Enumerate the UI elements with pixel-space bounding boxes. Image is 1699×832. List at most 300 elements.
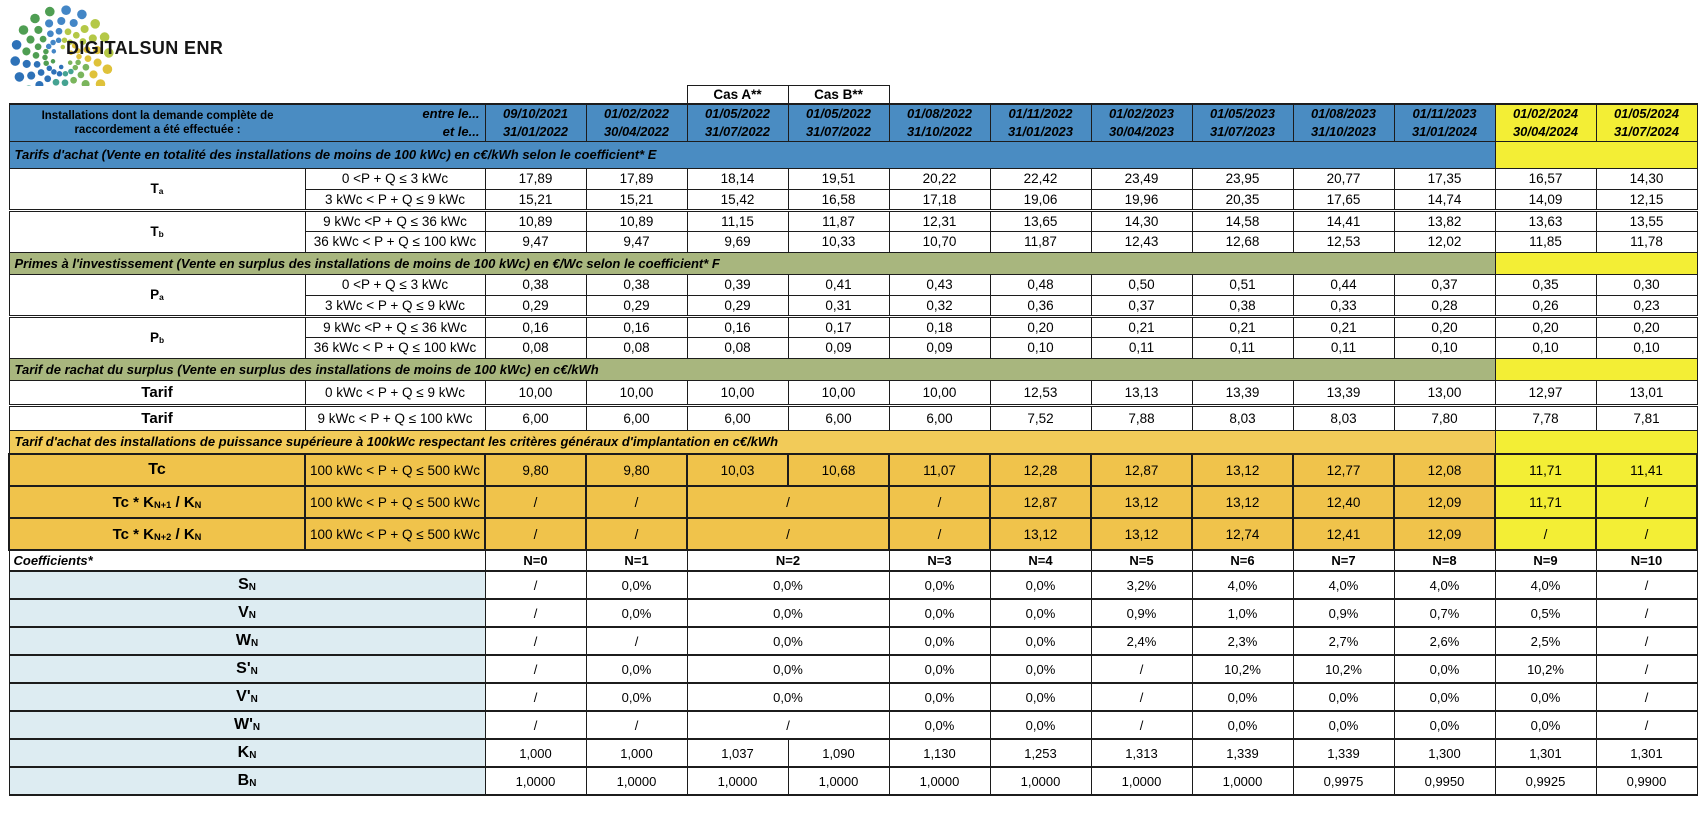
coef-value-cell: /	[1596, 627, 1697, 655]
coef-value-cell: 0,0%	[1394, 683, 1495, 711]
value-cell: 0,50	[1091, 274, 1192, 295]
row-label-tc	[9, 454, 305, 486]
coef-value-cell: 4,0%	[1394, 571, 1495, 599]
coef-value-cell: 2,3%	[1192, 627, 1293, 655]
coef-value-cell: 2,7%	[1293, 627, 1394, 655]
row-label-bn	[9, 767, 485, 795]
label-part: a	[159, 292, 164, 302]
coef-value-cell: /	[485, 683, 586, 711]
value-cell: 14,58	[1192, 210, 1293, 231]
range-cell: 0 <P + Q ≤ 3 kWc	[305, 274, 485, 295]
period-cell	[586, 104, 687, 142]
period-header-row	[9, 104, 1697, 142]
coef-value-cell: 1,000	[586, 739, 687, 767]
value-cell: 19,96	[1091, 189, 1192, 210]
value-cell: 12,09	[1394, 518, 1495, 550]
period-to: 31/07/2022	[704, 123, 771, 139]
value-cell: 17,89	[485, 168, 586, 189]
coef-value-cell: 0,0%	[889, 683, 990, 711]
row-bn	[9, 767, 1697, 795]
period-cell	[1192, 104, 1293, 142]
coef-value-cell: 0,0%	[687, 599, 889, 627]
value-cell: 9,80	[586, 454, 687, 486]
value-cell: 10,00	[485, 380, 586, 405]
coef-value-cell: /	[1596, 599, 1697, 627]
value-cell: 0,17	[788, 316, 889, 337]
value-cell: 18,14	[687, 168, 788, 189]
corner-label-line: Installations dont la demande complète de	[41, 109, 274, 122]
period-to: 31/07/2023	[1209, 123, 1276, 139]
value-cell: 0,23	[1596, 295, 1697, 316]
value-cell: /	[687, 518, 889, 550]
coef-value-cell: 0,0%	[990, 571, 1091, 599]
value-cell: 13,12	[1091, 486, 1192, 518]
value-cell: 11,15	[687, 210, 788, 231]
section-band-tail	[1495, 141, 1697, 168]
label-part: N	[194, 531, 202, 542]
label-part: N	[252, 722, 261, 734]
coef-n-header: N=10	[1596, 550, 1697, 571]
range-cell: 3 kWc < P + Q ≤ 9 kWc	[305, 189, 485, 210]
label-part: Tarif	[141, 409, 173, 427]
value-cell: 13,13	[1091, 380, 1192, 405]
row-vn	[9, 599, 1697, 627]
range-cell: 0 kWc < P + Q ≤ 9 kWc	[305, 380, 485, 405]
coef-value-cell: 0,0%	[990, 599, 1091, 627]
tariff-table-body	[9, 86, 1697, 796]
coef-value-cell: 0,0%	[586, 599, 687, 627]
label-part: N	[194, 499, 202, 510]
value-cell: 23,95	[1192, 168, 1293, 189]
value-cell: 12,09	[1394, 486, 1495, 518]
period-cell	[1596, 104, 1697, 142]
label-part: N	[250, 694, 258, 706]
period-cell	[889, 104, 990, 142]
period-cell	[990, 104, 1091, 142]
coef-value-cell: /	[485, 599, 586, 627]
value-cell: 7,88	[1091, 405, 1192, 430]
label-part: Tc * K	[112, 525, 154, 543]
value-cell: 13,12	[1192, 454, 1293, 486]
value-cell: 10,89	[485, 210, 586, 231]
label-part: N	[248, 610, 256, 622]
value-cell: 0,08	[485, 337, 586, 358]
label-part: N	[250, 666, 258, 678]
value-cell: 12,02	[1394, 231, 1495, 252]
value-cell: 0,29	[586, 295, 687, 316]
value-cell: 12,40	[1293, 486, 1394, 518]
row-label-v-prime-n	[9, 683, 485, 711]
coef-value-cell: 1,0%	[1192, 599, 1293, 627]
period-to: 31/07/2022	[805, 123, 872, 139]
value-cell: 17,89	[586, 168, 687, 189]
value-cell: 0,11	[1192, 337, 1293, 358]
row-label-tarif-surplus-9	[9, 380, 305, 405]
value-cell: 9,80	[485, 454, 586, 486]
value-cell: 13,39	[1192, 380, 1293, 405]
label-part: / K	[171, 525, 195, 543]
value-cell: 9,69	[687, 231, 788, 252]
period-from: 01/05/2022	[704, 105, 771, 121]
label-part: N	[249, 750, 257, 762]
label-part: T	[150, 224, 159, 239]
value-cell: 0,08	[687, 337, 788, 358]
value-cell: 7,78	[1495, 405, 1596, 430]
coef-value-cell: 2,5%	[1495, 627, 1596, 655]
brand-text: DIGITALSUN ENR	[66, 38, 224, 58]
coef-value-cell: 0,0%	[687, 655, 889, 683]
value-cell: 0,20	[1394, 316, 1495, 337]
value-cell: 13,12	[1091, 518, 1192, 550]
coef-value-cell: /	[1596, 571, 1697, 599]
value-cell: 0,32	[889, 295, 990, 316]
value-cell: 10,33	[788, 231, 889, 252]
value-cell: 12,08	[1394, 454, 1495, 486]
coef-value-cell: /	[1596, 683, 1697, 711]
coef-value-cell: 1,253	[990, 739, 1091, 767]
row-w-prime-n	[9, 711, 1697, 739]
spacer	[9, 86, 687, 104]
range-cell: 100 kWc < P + Q ≤ 500 kWc	[305, 518, 485, 550]
value-cell: 0,21	[1091, 316, 1192, 337]
coef-value-cell: 0,0%	[889, 599, 990, 627]
band-sup-100	[9, 430, 1697, 454]
coef-value-cell: 0,0%	[990, 627, 1091, 655]
value-cell: 0,21	[1293, 316, 1394, 337]
period-to: 30/04/2022	[603, 123, 670, 139]
coef-value-cell: 0,9900	[1596, 767, 1697, 795]
value-cell: 10,68	[788, 454, 889, 486]
coef-value-cell: 4,0%	[1293, 571, 1394, 599]
label-part: N	[249, 778, 257, 790]
range-cell: 100 kWc < P + Q ≤ 500 kWc	[305, 486, 485, 518]
coef-value-cell: 0,0%	[1293, 683, 1394, 711]
coef-value-cell: 0,0%	[687, 571, 889, 599]
value-cell: /	[1596, 486, 1697, 518]
coef-value-cell: 0,5%	[1495, 599, 1596, 627]
row-label-w-prime-n	[9, 711, 485, 739]
coef-value-cell: 10,2%	[1293, 655, 1394, 683]
value-cell: 0,31	[788, 295, 889, 316]
coef-value-cell: /	[1091, 655, 1192, 683]
coef-value-cell: 10,2%	[1495, 655, 1596, 683]
row-label-vn	[9, 599, 485, 627]
coef-n-header: N=6	[1192, 550, 1293, 571]
value-cell: 20,77	[1293, 168, 1394, 189]
value-cell: 12,77	[1293, 454, 1394, 486]
value-cell: 0,38	[1192, 295, 1293, 316]
section-band-tail	[1495, 430, 1697, 454]
coef-value-cell: 1,0000	[1091, 767, 1192, 795]
period-from: 01/11/2023	[1412, 105, 1477, 121]
row-label-sn	[9, 571, 485, 599]
corner-label	[10, 109, 306, 137]
value-cell: 10,89	[586, 210, 687, 231]
row-label-wn	[9, 627, 485, 655]
coef-n-header: N=3	[889, 550, 990, 571]
value-cell: 15,21	[586, 189, 687, 210]
coefficients-title: Coefficients*	[9, 550, 485, 571]
value-cell: 0,21	[1192, 316, 1293, 337]
coef-value-cell: 10,2%	[1192, 655, 1293, 683]
label-part: W'	[233, 716, 253, 733]
period-to: 31/01/2024	[1411, 123, 1478, 139]
value-cell: 0,20	[990, 316, 1091, 337]
coef-value-cell: 0,0%	[687, 683, 889, 711]
label-part: N+2	[154, 531, 172, 542]
tariff-table	[8, 85, 1698, 796]
value-cell: 15,21	[485, 189, 586, 210]
value-cell: 0,39	[687, 274, 788, 295]
coef-value-cell: 0,0%	[1293, 711, 1394, 739]
value-cell: 17,18	[889, 189, 990, 210]
value-cell: 7,52	[990, 405, 1091, 430]
coefficients-header	[9, 550, 1697, 571]
coef-value-cell: 1,090	[788, 739, 889, 767]
value-cell: 0,09	[889, 337, 990, 358]
coef-n-header: N=1	[586, 550, 687, 571]
value-cell: 11,71	[1495, 486, 1596, 518]
value-cell: 6,00	[485, 405, 586, 430]
row-label-tc-kn1	[9, 486, 305, 518]
label-part: B	[237, 772, 250, 789]
value-cell: 16,57	[1495, 168, 1596, 189]
value-cell: 0,09	[788, 337, 889, 358]
value-cell: 6,00	[788, 405, 889, 430]
cas-row	[9, 86, 1697, 104]
period-from: 01/08/2023	[1310, 105, 1377, 121]
coef-n-header: N=4	[990, 550, 1091, 571]
value-cell: 0,11	[1293, 337, 1394, 358]
range-cell: 36 kWc < P + Q ≤ 100 kWc	[305, 337, 485, 358]
coef-value-cell: 1,301	[1495, 739, 1596, 767]
value-cell: /	[1495, 518, 1596, 550]
value-cell: 12,53	[1293, 231, 1394, 252]
period-cell	[788, 104, 889, 142]
row-label-tc-kn2	[9, 518, 305, 550]
value-cell: 13,63	[1495, 210, 1596, 231]
value-cell: 12,15	[1596, 189, 1697, 210]
label-part: P	[150, 287, 160, 302]
period-cell	[687, 104, 788, 142]
label-part: V'	[236, 688, 251, 705]
value-cell: 23,49	[1091, 168, 1192, 189]
label-part: a	[158, 186, 164, 196]
period-from: 01/02/2023	[1108, 105, 1175, 121]
range-cell: 3 kWc < P + Q ≤ 9 kWc	[305, 295, 485, 316]
label-part: V	[238, 604, 249, 621]
value-cell: 13,12	[990, 518, 1091, 550]
coef-value-cell: 0,0%	[889, 571, 990, 599]
value-cell: 0,41	[788, 274, 889, 295]
value-cell: 22,42	[990, 168, 1091, 189]
row-label-ta	[9, 168, 305, 210]
value-cell: 12,28	[990, 454, 1091, 486]
period-cell	[1394, 104, 1495, 142]
value-cell: 12,41	[1293, 518, 1394, 550]
coef-value-cell: /	[485, 655, 586, 683]
coef-value-cell: 1,0000	[687, 767, 788, 795]
value-cell: 10,70	[889, 231, 990, 252]
coef-n-header: N=5	[1091, 550, 1192, 571]
label-part: T	[150, 181, 159, 196]
value-cell: 19,51	[788, 168, 889, 189]
row-label-tb	[9, 210, 305, 252]
period-cell	[1091, 104, 1192, 142]
value-cell: 0,44	[1293, 274, 1394, 295]
value-cell: 11,87	[788, 210, 889, 231]
between-dates-line: entre le...	[422, 105, 480, 121]
value-cell: 11,71	[1495, 454, 1596, 486]
period-cell	[485, 104, 586, 142]
value-cell: 6,00	[586, 405, 687, 430]
value-cell: 6,00	[889, 405, 990, 430]
coef-value-cell: 4,0%	[1192, 571, 1293, 599]
row-wn	[9, 627, 1697, 655]
value-cell: 0,33	[1293, 295, 1394, 316]
value-cell: /	[889, 486, 990, 518]
band-tarifs-achat	[9, 141, 1697, 168]
period-from: 01/08/2022	[906, 105, 973, 121]
section-band-label: Primes à l'investissement (Vente en surplus des installations de moins de 100 kWc) en €/Wc selon le coefficient* F	[9, 252, 1495, 274]
coef-value-cell: 0,0%	[889, 711, 990, 739]
row-pa-1	[9, 274, 1697, 295]
section-band-tail	[1495, 252, 1697, 274]
value-cell: 0,48	[990, 274, 1091, 295]
value-cell: 12,68	[1192, 231, 1293, 252]
value-cell: 0,20	[1596, 316, 1697, 337]
label-part: b	[158, 335, 165, 345]
value-cell: 0,43	[889, 274, 990, 295]
coef-value-cell: 0,0%	[1495, 711, 1596, 739]
between-dates-line: et le...	[442, 123, 480, 139]
coef-value-cell: 1,339	[1192, 739, 1293, 767]
coef-n-header: N=2	[687, 550, 889, 571]
coef-value-cell: 1,0000	[586, 767, 687, 795]
coef-value-cell: 1,130	[889, 739, 990, 767]
coef-value-cell: 1,000	[485, 739, 586, 767]
coef-value-cell: 0,9950	[1394, 767, 1495, 795]
value-cell: 0,37	[1394, 274, 1495, 295]
coef-value-cell: 1,0000	[889, 767, 990, 795]
value-cell: 0,16	[586, 316, 687, 337]
period-from: 09/10/2021	[502, 105, 569, 121]
value-cell: 0,08	[586, 337, 687, 358]
label-part: S	[238, 576, 249, 593]
coef-value-cell: 0,7%	[1394, 599, 1495, 627]
period-to: 30/04/2024	[1512, 123, 1579, 139]
coef-value-cell: 0,0%	[1394, 711, 1495, 739]
period-from: 01/05/2023	[1209, 105, 1276, 121]
value-cell: /	[586, 486, 687, 518]
coef-value-cell: /	[485, 571, 586, 599]
coef-value-cell: 0,0%	[687, 627, 889, 655]
period-to: 31/01/2023	[1007, 123, 1074, 139]
coef-value-cell: 0,9975	[1293, 767, 1394, 795]
coef-value-cell: 0,0%	[1192, 711, 1293, 739]
section-band-tail	[1495, 358, 1697, 380]
value-cell: 14,30	[1596, 168, 1697, 189]
coef-value-cell: 3,2%	[1091, 571, 1192, 599]
value-cell: /	[687, 486, 889, 518]
period-from: 01/05/2024	[1613, 105, 1680, 121]
value-cell: /	[1596, 518, 1697, 550]
coef-value-cell: /	[485, 627, 586, 655]
range-cell: 100 kWc < P + Q ≤ 500 kWc	[305, 454, 485, 486]
value-cell: 9,47	[485, 231, 586, 252]
coef-value-cell: 0,9925	[1495, 767, 1596, 795]
row-ta-1	[9, 168, 1697, 189]
coef-value-cell: 0,0%	[1495, 683, 1596, 711]
label-part: N	[248, 582, 256, 594]
value-cell: 0,29	[687, 295, 788, 316]
label-part: S'	[236, 660, 251, 677]
coef-value-cell: 2,4%	[1091, 627, 1192, 655]
value-cell: 12,87	[990, 486, 1091, 518]
range-cell: 36 kWc < P + Q ≤ 100 kWc	[305, 231, 485, 252]
value-cell: 8,03	[1293, 405, 1394, 430]
row-tarif-surplus-9	[9, 380, 1697, 405]
row-label-tarif-surplus-100	[9, 405, 305, 430]
coef-value-cell: 1,037	[687, 739, 788, 767]
value-cell: 11,78	[1596, 231, 1697, 252]
value-cell: 12,43	[1091, 231, 1192, 252]
value-cell: 11,41	[1596, 454, 1697, 486]
coef-value-cell: /	[1596, 711, 1697, 739]
coef-n-header: N=8	[1394, 550, 1495, 571]
coef-n-header: N=9	[1495, 550, 1596, 571]
value-cell: 15,42	[687, 189, 788, 210]
value-cell: 0,16	[485, 316, 586, 337]
value-cell: 12,74	[1192, 518, 1293, 550]
value-cell: 16,58	[788, 189, 889, 210]
value-cell: /	[586, 518, 687, 550]
row-v-prime-n	[9, 683, 1697, 711]
value-cell: 0,29	[485, 295, 586, 316]
coef-value-cell: 1,339	[1293, 739, 1394, 767]
section-band-label: Tarif d'achat des installations de puissance supérieure à 100kWc respectant les critères généraux d'implantation en c€/kWh	[9, 430, 1495, 454]
value-cell: 12,97	[1495, 380, 1596, 405]
label-part: b	[158, 229, 164, 239]
value-cell: 20,35	[1192, 189, 1293, 210]
row-label-s-prime-n	[9, 655, 485, 683]
coef-value-cell: 0,9%	[1293, 599, 1394, 627]
label-part: N+1	[154, 499, 172, 510]
coef-value-cell: 0,0%	[990, 655, 1091, 683]
row-s-prime-n	[9, 655, 1697, 683]
coef-value-cell: 0,0%	[586, 655, 687, 683]
value-cell: 0,36	[990, 295, 1091, 316]
value-cell: 20,22	[889, 168, 990, 189]
row-label-pb	[9, 316, 305, 358]
band-primes	[9, 252, 1697, 274]
coef-value-cell: 0,9%	[1091, 599, 1192, 627]
label-part: K	[237, 744, 250, 761]
value-cell: 17,35	[1394, 168, 1495, 189]
row-tc-kn1	[9, 486, 1697, 518]
value-cell: 14,41	[1293, 210, 1394, 231]
value-cell: 10,00	[788, 380, 889, 405]
value-cell: 8,03	[1192, 405, 1293, 430]
value-cell: 13,00	[1394, 380, 1495, 405]
row-label-pa	[9, 274, 305, 316]
range-cell: 9 kWc < P + Q ≤ 100 kWc	[305, 405, 485, 430]
value-cell: 0,20	[1495, 316, 1596, 337]
label-part: Tarif	[141, 383, 173, 401]
value-cell: 0,11	[1091, 337, 1192, 358]
coef-value-cell: 4,0%	[1495, 571, 1596, 599]
value-cell: 6,00	[687, 405, 788, 430]
